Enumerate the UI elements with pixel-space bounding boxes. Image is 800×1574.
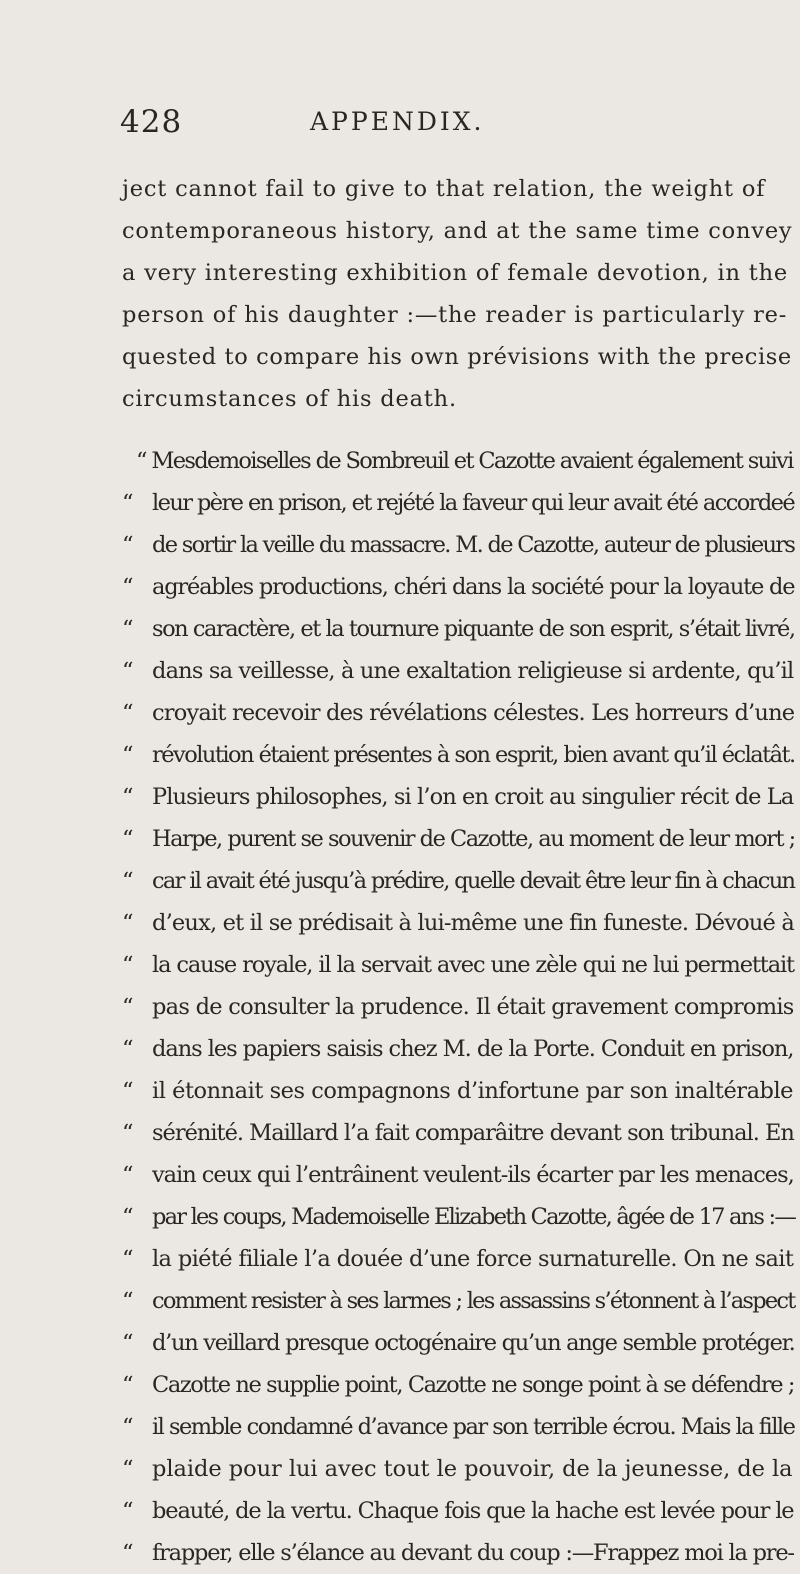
quote-line: “ d’un veillard presque octogénaire qu’un ange semble protéger. xyxy=(122,1322,794,1364)
text-line: circumstances of his death. xyxy=(122,386,457,412)
quote-line: “ Cazotte ne supplie point, Cazotte ne songe point à se défendre ; xyxy=(122,1364,794,1406)
quote-mark: “ xyxy=(122,826,133,852)
quote-mark: “ xyxy=(122,1498,133,1524)
quote-line: “ beauté, de la vertu. Chaque fois que la hache est levée pour le xyxy=(122,1490,794,1532)
quote-mark: “ xyxy=(122,1456,134,1482)
quote-line: “ pas de consulter la prudence. Il était gravement compromis xyxy=(122,986,794,1028)
quote-mark: “ xyxy=(122,1204,132,1230)
quote-mark: “ xyxy=(122,1372,133,1398)
quote-mark: “ xyxy=(122,658,133,684)
quote-mark: “ xyxy=(122,742,132,768)
quote-mark: “ xyxy=(122,784,133,810)
quote-line: “ car il avait été jusqu’à prédire, quelle devait être leur fin à chacun xyxy=(122,860,794,902)
quote-mark: “ xyxy=(122,1162,133,1188)
quote-line: “ de sortir la veille du massacre. M. de Cazotte, auteur de plusieurs xyxy=(122,524,794,566)
quote-mark: “ xyxy=(122,868,132,894)
quote-mark: “ xyxy=(122,490,132,516)
quote-line: “ vain ceux qui l’entrâinent veulent-ils écarter par les menaces, xyxy=(122,1154,794,1196)
quote-line: “ Harpe, purent se souvenir de Cazotte, au moment de leur mort ; xyxy=(122,818,794,860)
quote-mark: “ xyxy=(122,1288,132,1314)
quote-line: “ plaide pour lui avec tout le pouvoir, de la jeunesse, de la xyxy=(122,1448,794,1490)
text-line: a very interesting exhibition of female devotion, in the xyxy=(122,260,788,286)
quote-mark: “ xyxy=(122,1120,133,1146)
quote-line: “ sérénité. Maillard l’a fait comparâitre devant son tribunal. En xyxy=(122,1112,794,1154)
quote-mark: “ xyxy=(122,1414,132,1440)
text-line: person of his daughter :—the reader is particularly re- xyxy=(122,302,788,328)
quote-mark: “ xyxy=(122,994,133,1020)
quote-line: “ frapper, elle s’élance au devant du coup :—Frappez moi la pre- xyxy=(122,1532,794,1574)
quote-line: “ Mesdemoiselles de Sombreuil et Cazotte avaient également suivi xyxy=(136,448,793,474)
quote-line: “ croyait recevoir des révélations célestes. Les horreurs d’une xyxy=(122,692,794,734)
quote-line: “ la piété filiale l’a douée d’une force surnaturelle. On ne sait xyxy=(122,1238,794,1280)
quote-line: “ la cause royale, il la servait avec une zèle qui ne lui permettait xyxy=(122,944,794,986)
quote-line: “ comment resister à ses larmes ; les assassins s’étonnent à l’aspect xyxy=(122,1280,794,1322)
quote-line: “ par les coups, Mademoiselle Elizabeth Cazotte, âgée de 17 ans :— xyxy=(122,1196,794,1238)
quote-line: “ révolution étaient présentes à son esprit, bien avant qu’il éclatât. xyxy=(122,734,794,776)
quote-line: “ il semble condamné d’avance par son terrible écrou. Mais la fille xyxy=(122,1406,794,1448)
quote-mark: “ xyxy=(122,700,133,726)
quote-line: “ leur père en prison, et rejété la faveur qui leur avait été accordeé xyxy=(122,482,794,524)
quote-line: “ il étonnait ses compagnons d’infortune par son inaltérable xyxy=(122,1070,794,1112)
text-line: quested to compare his own prévisions with the precise xyxy=(122,344,792,370)
quote-mark: “ xyxy=(122,532,132,558)
quote-mark: “ xyxy=(122,1246,133,1272)
quote-line: “ son caractère, et la tournure piquante de son esprit, s’était livré, xyxy=(122,608,794,650)
quote-mark: “ xyxy=(122,910,133,936)
quote-line: “ agréables productions, chéri dans la société pour la loyaute de xyxy=(122,566,794,608)
page-header xyxy=(0,104,800,144)
quote-mark: “ xyxy=(122,1540,133,1566)
quote-line: “ d’eux, et il se prédisait à lui-même une fin funeste. Dévoué à xyxy=(122,902,794,944)
page-number: 428 xyxy=(120,104,183,140)
quote-line: “ dans sa veillesse, à une exaltation religieuse si ardente, qu’il xyxy=(122,650,794,692)
quote-mark: “ xyxy=(122,1078,134,1104)
quote-mark: “ xyxy=(122,1036,133,1062)
quote-mark: “ xyxy=(122,574,133,600)
quote-line: “ dans les papiers saisis chez M. de la Porte. Conduit en prison, xyxy=(122,1028,794,1070)
quote-mark: “ xyxy=(122,952,133,978)
running-head: APPENDIX. xyxy=(310,107,485,136)
quote-mark: “ xyxy=(122,1330,133,1356)
quote-mark: “ xyxy=(122,616,133,642)
quote-line: “ Plusieurs philosophes, si l’on en croit au singulier récit de La xyxy=(122,776,794,818)
text-line: contemporaneous history, and at the same time convey xyxy=(122,218,793,244)
text-line: ject cannot fail to give to that relation, the weight of xyxy=(122,176,766,202)
body-text xyxy=(122,168,794,1574)
